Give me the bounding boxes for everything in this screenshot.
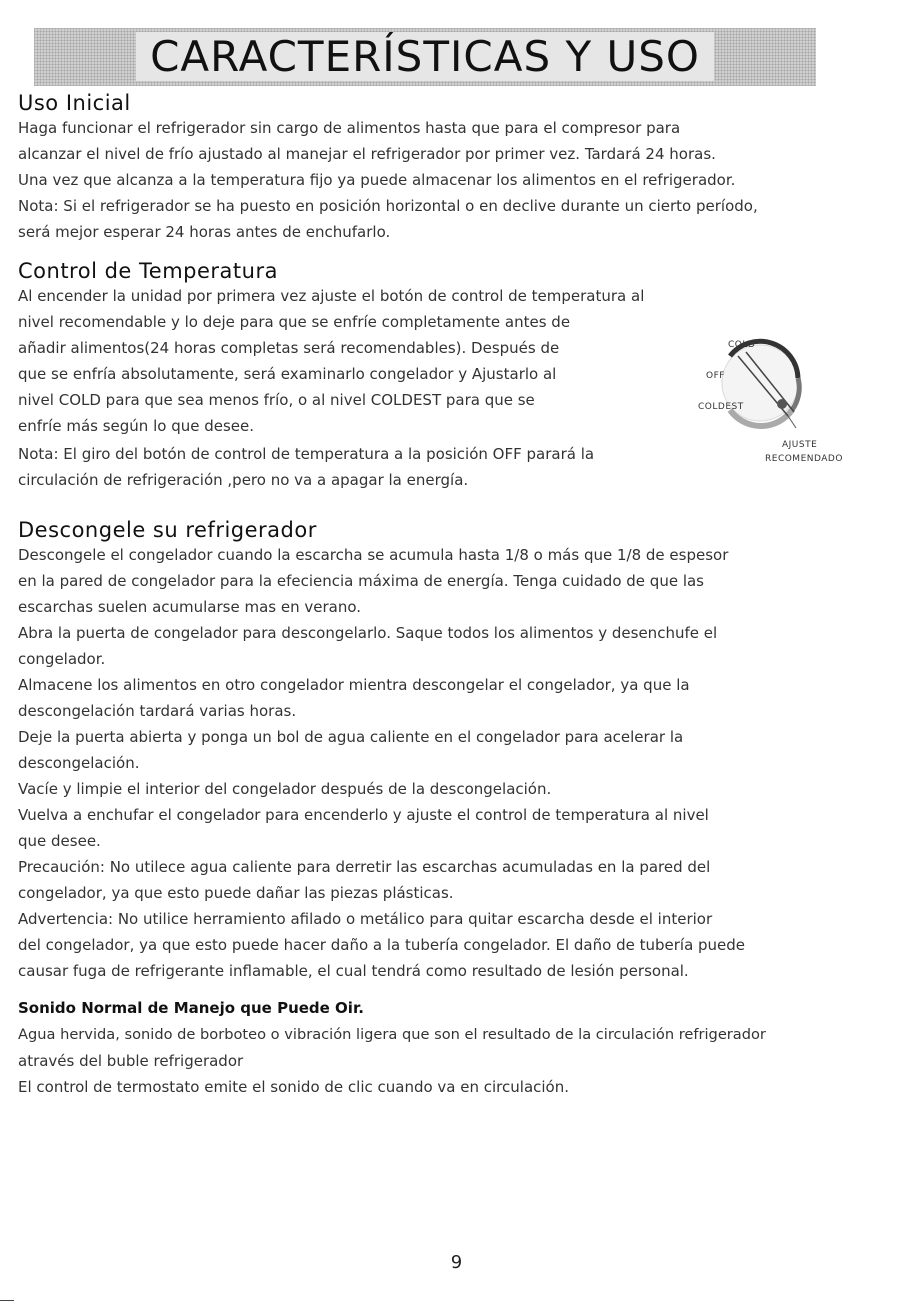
- dial-label-ajuste: AJUSTE: [782, 440, 818, 450]
- text-line: congelador, ya que esto puede dañar las piezas plásticas.: [18, 884, 454, 902]
- text-line: congelador.: [18, 650, 106, 668]
- temperature-dial-illustration: [660, 318, 860, 468]
- text-line: Una vez que alcanza a la temperatura fijo ya puede almacenar los alimentos en el refrigerador.: [18, 171, 736, 189]
- text-line: descongelación.: [18, 754, 140, 772]
- text-line: alcanzar el nivel de frío ajustado al manejar el refrigerador por primer vez. Tardará 24 horas.: [18, 145, 716, 163]
- text-line: que desee.: [18, 832, 101, 850]
- text-line: Nota: El giro del botón de control de temperatura a la posición OFF parará la: [18, 445, 595, 463]
- text-line: Deje la puerta abierta y ponga un bol de agua caliente en el congelador para acelerar la: [18, 728, 684, 746]
- text-line: del congelador, ya que esto puede hacer daño a la tubería congelador. El daño de tubería puede: [18, 936, 746, 954]
- text-line: Abra la puerta de congelador para descongelarlo. Saque todos los alimentos y desenchufe el: [18, 624, 718, 642]
- text-line: añadir alimentos(24 horas completas será recomendables). Después de: [18, 339, 560, 357]
- text-line: Descongele el congelador cuando la escarcha se acumula hasta 1/8 o más que 1/8 de espesor: [18, 546, 729, 564]
- text-line: através del buble refrigerador: [18, 1052, 244, 1070]
- text-line: Agua hervida, sonido de borboteo o vibración ligera que son el resultado de la circulación refrigerador: [18, 1026, 766, 1043]
- text-line: que se enfría absolutamente, será examinarlo congelador y Ajustarlo al: [18, 365, 557, 383]
- text-line: Precaución: No utilece agua caliente para derretir las escarchas acumuladas en la pared del: [18, 858, 711, 876]
- text-line: El control de termostato emite el sonido de clic cuando va en circulación.: [18, 1078, 570, 1096]
- dial-label-coldest: COLDEST: [698, 402, 744, 412]
- heading-sonido: Sonido Normal de Manejo que Puede Oir.: [18, 999, 364, 1017]
- text-line: Vuelva a enchufar el congelador para encenderlo y ajuste el control de temperatura al nivel: [18, 806, 709, 824]
- text-line: Nota: Si el refrigerador se ha puesto en posición horizontal o en declive durante un cierto período,: [18, 197, 758, 215]
- dial-label-cold: COLD: [728, 340, 756, 350]
- heading-control-temperatura: Control de Temperatura: [18, 259, 278, 283]
- title-banner: [34, 28, 816, 86]
- edge-mark: [0, 1300, 14, 1301]
- text-line: nivel recomendable y lo deje para que se enfríe completamente antes de: [18, 313, 571, 331]
- text-line: Al encender la unidad por primera vez ajuste el botón de control de temperatura al: [18, 287, 645, 305]
- text-line: circulación de refrigeración ,pero no va a apagar la energía.: [18, 471, 469, 489]
- text-line: causar fuga de refrigerante inflamable, el cual tendrá como resultado de lesión personal.: [18, 962, 689, 980]
- page-number: 9: [450, 1252, 463, 1273]
- text-line: Advertencia: No utilice herramiento afilado o metálico para quitar escarcha desde el interior: [18, 910, 713, 928]
- text-line: en la pared de congelador para la efeciencia máxima de energía. Tenga cuidado de que las: [18, 572, 704, 590]
- text-line: descongelación tardará varias horas.: [18, 702, 297, 720]
- dial-label-off: OFF: [706, 371, 725, 381]
- text-line: Haga funcionar el refrigerador sin cargo de alimentos hasta que para el compresor para: [18, 119, 681, 137]
- thermostat-dial-icon: [660, 318, 860, 468]
- text-line: Almacene los alimentos en otro congelador mientra descongelar el congelador, ya que la: [18, 676, 690, 694]
- text-line: escarchas suelen acumularse mas en verano.: [18, 598, 362, 616]
- heading-descongele: Descongele su refrigerador: [18, 518, 317, 542]
- text-line: enfríe más según lo que desee.: [18, 417, 255, 435]
- page-title: CARACTERÍSTICAS Y USO: [34, 34, 816, 80]
- dial-label-recomendado: RECOMENDADO: [765, 454, 843, 464]
- text-line: Vacíe y limpie el interior del congelador después de la descongelación.: [18, 780, 552, 798]
- heading-uso-inicial: Uso Inicial: [18, 91, 131, 115]
- text-line: nivel COLD para que sea menos frío, o al nivel COLDEST para que se: [18, 391, 535, 409]
- text-line: será mejor esperar 24 horas antes de enchufarlo.: [18, 223, 391, 241]
